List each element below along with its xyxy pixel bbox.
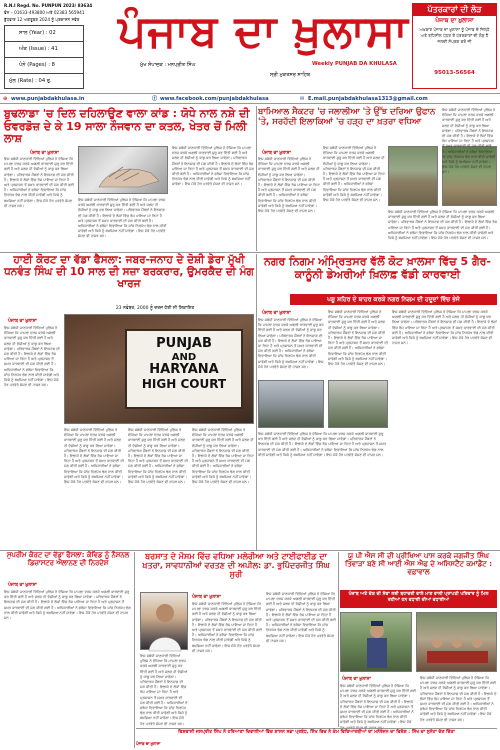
court-sign-board	[125, 329, 243, 409]
story-6-text-c: ਇਸ ਸਬੰਧੀ ਜਾਣਕਾਰੀ ਦਿੰਦਿਆਂ ਪੁਲਿਸ ਨੇ ਦੱਸਿਆ ਕਿ ਮਾਮਲਾ ਦਰਜ ਕਰਕੇ ਅਗਲੀ ਕਾਰਵਾਈ ਸ਼ੁਰੂ ਕਰ ਦਿੱਤੀ ਗਈ ਹੈ ਅਤੇ ਜਲਦ ਹੀ ਦੋਸ਼ੀਆਂ ਨੂੰ ਕਾਬੂ ਕਰ ਲਿਆ ਜਾਵੇਗਾ। ਪਰਿਵਾਰਕ ਮੈਂਬਰਾਂ ਨੇ ਇਨਸਾਫ਼ ਦੀ ਮੰਗ ਕੀਤੀ ਹੈ। ਇਲਾਕੇ ਦੇ ਲੋਕਾਂ ਵਿੱਚ ਰੋਸ ਪਾਇਆ ਜਾ ਰਿਹਾ ਹੈ ਅਤੇ ਪ੍ਰਸ਼ਾਸਨ ਤੋਂ ਸਖ਼ਤ ਕਾਰਵਾਈ ਦੀ ਮੰਗ ਕੀਤੀ ਗਈ ਹੈ। ਅਧਿਕਾਰੀਆਂ ਨੇ ਭਰੋਸਾ ਦਿਵਾਇਆ ਕਿ ਜਾਂਚ ਨਿਰਪੱਖ ਢੰਗ ਨਾਲ ਕੀਤੀ ਜਾਵੇਗੀ ਅਤੇ ਕਿਸੇ ਨੂੰ ਬਖ਼ਸ਼ਿਆ ਨਹੀਂ ਜਾਵੇਗਾ। ਇਸ ਮੌਕੇ ਹੋਰ ਪਤਵੰਤੇ ਸੱਜਣ ਵੀ ਹਾਜ਼ਰ ਸਨ।	[140, 654, 188, 726]
facebook-link[interactable]: www.facebook.com/punjabdakhulasa	[160, 96, 269, 102]
facebook-icon: ⓕ	[152, 96, 158, 102]
story-6-text-b: ਇਸ ਸਬੰਧੀ ਜਾਣਕਾਰੀ ਦਿੰਦਿਆਂ ਪੁਲਿਸ ਨੇ ਦੱਸਿਆ ਕਿ ਮਾਮਲਾ ਦਰਜ ਕਰਕੇ ਅਗਲੀ ਕਾਰਵਾਈ ਸ਼ੁਰੂ ਕਰ ਦਿੱਤੀ ਗਈ ਹੈ ਅਤੇ ਜਲਦ ਹੀ ਦੋਸ਼ੀਆਂ ਨੂੰ ਕਾਬੂ ਕਰ ਲਿਆ ਜਾਵੇਗਾ। ਪਰਿਵਾਰਕ ਮੈਂਬਰਾਂ ਨੇ ਇਨਸਾਫ਼ ਦੀ ਮੰਗ ਕੀਤੀ ਹੈ। ਇਲਾਕੇ ਦੇ ਲੋਕਾਂ ਵਿੱਚ ਰੋਸ ਪਾਇਆ ਜਾ ਰਿਹਾ ਹੈ ਅਤੇ ਪ੍ਰਸ਼ਾਸਨ ਤੋਂ ਸਖ਼ਤ ਕਾਰਵਾਈ ਦੀ ਮੰਗ ਕੀਤੀ ਗਈ ਹੈ। ਅਧਿਕਾਰੀਆਂ ਨੇ ਭਰੋਸਾ ਦਿਵਾਇਆ ਕਿ ਜਾਂਚ ਨਿਰਪੱਖ ਢੰਗ ਨਾਲ ਕੀਤੀ ਜਾਵੇਗੀ ਅਤੇ ਕਿਸੇ ਨੂੰ ਬਖ਼ਸ਼ਿਆ ਨਹੀਂ ਜਾਵੇਗਾ। ਇਸ ਮੌਕੇ ਹੋਰ ਪਤਵੰਤੇ ਸੱਜਣ ਵੀ ਹਾਜ਼ਰ ਸਨ।	[266, 592, 336, 643]
reporters-wanted-title: ਪੱਤਰਕਾਰਾਂ ਦੀ ਲੋੜ	[413, 4, 496, 16]
story-7-text-a: ਇਸ ਸਬੰਧੀ ਜਾਣਕਾਰੀ ਦਿੰਦਿਆਂ ਪੁਲਿਸ ਨੇ ਦੱਸਿਆ ਕਿ ਮਾਮਲਾ ਦਰਜ ਕਰਕੇ ਅਗਲੀ ਕਾਰਵਾਈ ਸ਼ੁਰੂ ਕਰ ਦਿੱਤੀ ਗਈ ਹੈ ਅਤੇ ਜਲਦ ਹੀ ਦੋਸ਼ੀਆਂ ਨੂੰ ਕਾਬੂ ਕਰ ਲਿਆ ਜਾਵੇਗਾ। ਪਰਿਵਾਰਕ ਮੈਂਬਰਾਂ ਨੇ ਇਨਸਾਫ਼ ਦੀ ਮੰਗ ਕੀਤੀ ਹੈ। ਇਲਾਕੇ ਦੇ ਲੋਕਾਂ ਵਿੱਚ ਰੋਸ ਪਾਇਆ ਜਾ ਰਿਹਾ ਹੈ ਅਤੇ ਪ੍ਰਸ਼ਾਸਨ ਤੋਂ ਸਖ਼ਤ ਕਾਰਵਾਈ ਦੀ ਮੰਗ ਕੀਤੀ ਗਈ ਹੈ। ਅਧਿਕਾਰੀਆਂ ਨੇ ਭਰੋਸਾ ਦਿਵਾਇਆ ਕਿ ਜਾਂਚ ਨਿਰਪੱਖ ਢੰਗ ਨਾਲ ਕੀਤੀ ਜਾਵੇਗੀ ਅਤੇ ਕਿਸੇ ਨੂੰ ਬਖ਼ਸ਼ਿਆ ਨਹੀਂ ਜਾਵੇਗਾ। ਇਸ ਮੌਕੇ ਹੋਰ ਪਤਵੰਤੇ ਸੱਜਣ ਵੀ ਹਾਜ਼ਰ ਸਨ।	[340, 684, 416, 730]
story-5-headline: ਸੁਪਰੀਮ ਕੋਰਟ ਦਾ ਵੱਡਾ ਫੈਸਲਾ: ਕੋਵਿਡ ਨੂੰ ਨੈਸ਼ਨਲ ਡਿਜ਼ਾਸਟਰ ਐਲਾਨਣ ਦੀ ਨਿਰਦੇਸ਼	[6, 551, 130, 567]
column-divider	[256, 254, 257, 550]
reporters-wanted-phone: 95013-56564	[434, 70, 475, 76]
web-icon: ⊕	[3, 96, 8, 102]
story-2-text-b: ਇਸ ਸਬੰਧੀ ਜਾਣਕਾਰੀ ਦਿੰਦਿਆਂ ਪੁਲਿਸ ਨੇ ਦੱਸਿਆ ਕਿ ਮਾਮਲਾ ਦਰਜ ਕਰਕੇ ਅਗਲੀ ਕਾਰਵਾਈ ਸ਼ੁਰੂ ਕਰ ਦਿੱਤੀ ਗਈ ਹੈ ਅਤੇ ਜਲਦ ਹੀ ਦੋਸ਼ੀਆਂ ਨੂੰ ਕਾਬੂ ਕਰ ਲਿਆ ਜਾਵੇਗਾ। ਪਰਿਵਾਰਕ ਮੈਂਬਰਾਂ ਨੇ ਇਨਸਾਫ਼ ਦੀ ਮੰਗ ਕੀਤੀ ਹੈ। ਇਲਾਕੇ ਦੇ ਲੋਕਾਂ ਵਿੱਚ ਰੋਸ ਪਾਇਆ ਜਾ ਰਿਹਾ ਹੈ ਅਤੇ ਪ੍ਰਸ਼ਾਸਨ ਤੋਂ ਸਖ਼ਤ ਕਾਰਵਾਈ ਦੀ ਮੰਗ ਕੀਤੀ ਗਈ ਹੈ। ਅਧਿਕਾਰੀਆਂ ਨੇ ਭਰੋਸਾ ਦਿਵਾਇਆ ਕਿ ਜਾਂਚ ਨਿਰਪੱਖ ਢੰਗ ਨਾਲ ਕੀਤੀ ਜਾਵੇਗੀ ਅਤੇ ਕਿਸੇ ਨੂੰ ਬਖ਼ਸ਼ਿਆ ਨਹੀਂ ਜਾਵੇਗਾ। ਇਸ ਮੌਕੇ ਹੋਰ ਪਤਵੰਤੇ ਸੱਜਣ ਵੀ ਹਾਜ਼ਰ ਸਨ।	[323, 146, 385, 203]
reporters-wanted-body: ਅਖ਼ਬਾਰ ਪੰਜਾਬ ਦਾ ਖ਼ੁਲਾਸਾ ਨੂੰ ਪੰਜਾਬ ਦੇ ਜ਼ਿਲ੍ਹੇ ਅਤੇ ਤਹਿਸੀਲ ਪੱਧਰ ਤੇ ਪੱਤਰਕਾਰਾਂ ਦੀ ਲੋੜ ਹੈ ਜਲਦੀ ਸੰਪਰਕ ਕਰੋ ਜੀ	[419, 27, 490, 44]
story-4-text-b: ਇਸ ਸਬੰਧੀ ਜਾਣਕਾਰੀ ਦਿੰਦਿਆਂ ਪੁਲਿਸ ਨੇ ਦੱਸਿਆ ਕਿ ਮਾਮਲਾ ਦਰਜ ਕਰਕੇ ਅਗਲੀ ਕਾਰਵਾਈ ਸ਼ੁਰੂ ਕਰ ਦਿੱਤੀ ਗਈ ਹੈ ਅਤੇ ਜਲਦ ਹੀ ਦੋਸ਼ੀਆਂ ਨੂੰ ਕਾਬੂ ਕਰ ਲਿਆ ਜਾਵੇਗਾ। ਪਰਿਵਾਰਕ ਮੈਂਬਰਾਂ ਨੇ ਇਨਸਾਫ਼ ਦੀ ਮੰਗ ਕੀਤੀ ਹੈ। ਇਲਾਕੇ ਦੇ ਲੋਕਾਂ ਵਿੱਚ ਰੋਸ ਪਾਇਆ ਜਾ ਰਿਹਾ ਹੈ ਅਤੇ ਪ੍ਰਸ਼ਾਸਨ ਤੋਂ ਸਖ਼ਤ ਕਾਰਵਾਈ ਦੀ ਮੰਗ ਕੀਤੀ ਗਈ ਹੈ। ਅਧਿਕਾਰੀਆਂ ਨੇ ਭਰੋਸਾ ਦਿਵਾਇਆ ਕਿ ਜਾਂਚ ਨਿਰਪੱਖ ਢੰਗ ਨਾਲ ਕੀਤੀ ਜਾਵੇਗੀ ਅਤੇ ਕਿਸੇ ਨੂੰ ਬਖ਼ਸ਼ਿਆ ਨਹੀਂ ਜਾਵੇਗਾ। ਇਸ ਮੌਕੇ ਹੋਰ ਪਤਵੰਤੇ ਸੱਜਣ ਵੀ ਹਾਜ਼ਰ ਸਨ।	[328, 310, 388, 367]
masthead	[0, 0, 500, 92]
court-sign-line-1: PUNJAB	[156, 336, 212, 351]
story-7-headline: ਯੂ ਪੀ ਐਸ ਸੀ ਦੀ ਪ੍ਰੀਖਿਆ ਪਾਸ ਕਰਕੇ ਜਗਜੀਤ ਸਿੰਘ ਤਿਵਾੜਾ ਬਣੇ ਸੀ ਆਈ ਐਸ ਐਫ ਦੇ ਅਸਿਸਟੈਂਟ ਕਮਾਂਡੈਂਟ : ਵਫ਼ਾਵਾਲ	[344, 552, 493, 577]
story-5-text-a: ਇਸ ਸਬੰਧੀ ਜਾਣਕਾਰੀ ਦਿੰਦਿਆਂ ਪੁਲਿਸ ਨੇ ਦੱਸਿਆ ਕਿ ਮਾਮਲਾ ਦਰਜ ਕਰਕੇ ਅਗਲੀ ਕਾਰਵਾਈ ਸ਼ੁਰੂ ਕਰ ਦਿੱਤੀ ਗਈ ਹੈ ਅਤੇ ਜਲਦ ਹੀ ਦੋਸ਼ੀਆਂ ਨੂੰ ਕਾਬੂ ਕਰ ਲਿਆ ਜਾਵੇਗਾ। ਪਰਿਵਾਰਕ ਮੈਂਬਰਾਂ ਨੇ ਇਨਸਾਫ਼ ਦੀ ਮੰਗ ਕੀਤੀ ਹੈ। ਇਲਾਕੇ ਦੇ ਲੋਕਾਂ ਵਿੱਚ ਰੋਸ ਪਾਇਆ ਜਾ ਰਿਹਾ ਹੈ ਅਤੇ ਪ੍ਰਸ਼ਾਸਨ ਤੋਂ ਸਖ਼ਤ ਕਾਰਵਾਈ ਦੀ ਮੰਗ ਕੀਤੀ ਗਈ ਹੈ। ਅਧਿਕਾਰੀਆਂ ਨੇ ਭਰੋਸਾ ਦਿਵਾਇਆ ਕਿ ਜਾਂਚ ਨਿਰਪੱਖ ਢੰਗ ਨਾਲ ਕੀਤੀ ਜਾਵੇਗੀ ਅਤੇ ਕਿਸੇ ਨੂੰ ਬਖ਼ਸ਼ਿਆ ਨਹੀਂ ਜਾਵੇਗਾ। ਇਸ ਮੌਕੇ ਹੋਰ ਪਤਵੰਤੇ ਸੱਜਣ ਵੀ ਹਾਜ਼ਰ ਸਨ।	[4, 590, 131, 621]
bottom-strip-byline: ਪੰਜਾਬ ਦਾ ਖ਼ੁਲਾਸਾ	[136, 741, 161, 746]
date-line: ਬੁੱਧਵਾਰ 12 ਅਕਤੂਬਰ 2024 ਨੂੰ ਪ੍ਰਕਾਸ਼ਨ ਸਵੇਰ	[4, 17, 80, 22]
phone-line: ਫੋਨ – 01633-493800 ਅਤੇ 02383 565941	[4, 10, 85, 15]
story-1-photo	[78, 146, 168, 194]
story-2-text-d: ਇਸ ਸਬੰਧੀ ਜਾਣਕਾਰੀ ਦਿੰਦਿਆਂ ਪੁਲਿਸ ਨੇ ਦੱਸਿਆ ਕਿ ਮਾਮਲਾ ਦਰਜ ਕਰਕੇ ਅਗਲੀ ਕਾਰਵਾਈ ਸ਼ੁਰੂ ਕਰ ਦਿੱਤੀ ਗਈ ਹੈ ਅਤੇ ਜਲਦ ਹੀ ਦੋਸ਼ੀਆਂ ਨੂੰ ਕਾਬੂ ਕਰ ਲਿਆ ਜਾਵੇਗਾ। ਪਰਿਵਾਰਕ ਮੈਂਬਰਾਂ ਨੇ ਇਨਸਾਫ਼ ਦੀ ਮੰਗ ਕੀਤੀ ਹੈ। ਇਲਾਕੇ ਦੇ ਲੋਕਾਂ ਵਿੱਚ ਰੋਸ ਪਾਇਆ ਜਾ ਰਿਹਾ ਹੈ ਅਤੇ ਪ੍ਰਸ਼ਾਸਨ ਤੋਂ ਸਖ਼ਤ ਕਾਰਵਾਈ ਦੀ ਮੰਗ ਕੀਤੀ ਗਈ ਹੈ। ਅਧਿਕਾਰੀਆਂ ਨੇ ਭਰੋਸਾ ਦਿਵਾਇਆ ਕਿ ਜਾਂਚ ਨਿਰਪੱਖ ਢੰਗ ਨਾਲ ਕੀਤੀ ਜਾਵੇਗੀ ਅਤੇ ਕਿਸੇ ਨੂੰ ਬਖ਼ਸ਼ਿਆ ਨਹੀਂ ਜਾਵੇਗਾ। ਇਸ ਮੌਕੇ ਹੋਰ ਪਤਵੰਤੇ ਸੱਜਣ ਵੀ ਹਾਜ਼ਰ ਸਨ।	[442, 108, 496, 175]
rate-label: ਮੁੱਲ (Rate) : 04 ਰੁ.	[9, 78, 52, 84]
email-icon: ✉	[300, 96, 305, 102]
hand-photo-graphic	[79, 147, 169, 195]
issue-info-box	[4, 25, 84, 89]
story-2-byline: ਪੰਜਾਬ ਦਾ ਖ਼ੁਲਾਸਾ	[262, 151, 291, 156]
row-divider	[0, 252, 500, 253]
story-2-headline: ਬਾਮਿਆਲ ਸੈਕਟਰ 'ਚ ਜਲਾਲੀਆ 'ਤੇ ਉੱਝ ਦਰਿਆ ਉਫਾਨ 'ਤੇ, ਸਰਹੱਦੀ ਇਲਾਕਿਆਂ 'ਚ ਹੜ੍ਹ ਦਾ ਖ਼ਤਰਾ ਵਧਿਆ	[258, 107, 436, 127]
story-3-byline: ਪੰਜਾਬ ਦਾ ਖ਼ੁਲਾਸਾ	[8, 319, 37, 324]
story-6-byline: ਪੰਜਾਬ ਦਾ ਖ਼ੁਲਾਸਾ	[192, 595, 221, 600]
story-7-byline: ਪੰਜਾਬ ਦਾ ਖ਼ੁਲਾਸਾ	[342, 677, 371, 682]
column-divider	[256, 106, 257, 251]
story-1-headline: ਬੁਢਲਾਡਾ 'ਚ ਦਿਲ ਦਹਿਲਾਉਣ ਵਾਲਾ ਕਾਂਡ : ਯੋਧੇ ਨਾਲ ਨਸ਼ੇ ਦੀ ਓਵਰਡੋਜ਼ ਦੇ ਕੇ 19 ਸਾਲਾ ਨੌਜਵਾਨ ਦਾ ਕਤਲ, ਖੇਤਰ ਚੋਂ ਮਿਲੀ ਲਾਸ਼	[4, 107, 250, 146]
story-4-headline: ਨਗਰ ਨਿਗਮ ਅੰਮ੍ਰਿਤਸਰ ਵੱਲੋਂ ਕੋਟ ਖ਼ਾਲਸਾ ਵਿੱਚ 5 ਗੈਰ-ਕਾਨੂੰਨੀ ਡੇਅਰੀਆਂ ਖ਼ਿਲਾਫ਼ ਵੱਡੀ ਕਾਰਵਾਈ	[263, 255, 491, 281]
dairy-photo-2	[328, 380, 388, 428]
story-4-banner: ਪਸ਼ੂ ਸ਼ਹਿਰ ਦੇ ਬਾਹਰ ਕਰਕੇ ਨਗਰ ਨਿਗਮ ਦੀ ਹਦੂਦਾਂ ਵਿੱਚ ਭੇਜੋ	[290, 294, 497, 305]
court-sign-line-2: AND	[171, 351, 197, 363]
issue-label: ਅੰਕ (Issue) : 41	[5, 42, 83, 58]
story-3-text-b: ਇਸ ਸਬੰਧੀ ਜਾਣਕਾਰੀ ਦਿੰਦਿਆਂ ਪੁਲਿਸ ਨੇ ਦੱਸਿਆ ਕਿ ਮਾਮਲਾ ਦਰਜ ਕਰਕੇ ਅਗਲੀ ਕਾਰਵਾਈ ਸ਼ੁਰੂ ਕਰ ਦਿੱਤੀ ਗਈ ਹੈ ਅਤੇ ਜਲਦ ਹੀ ਦੋਸ਼ੀਆਂ ਨੂੰ ਕਾਬੂ ਕਰ ਲਿਆ ਜਾਵੇਗਾ। ਪਰਿਵਾਰਕ ਮੈਂਬਰਾਂ ਨੇ ਇਨਸਾਫ਼ ਦੀ ਮੰਗ ਕੀਤੀ ਹੈ। ਇਲਾਕੇ ਦੇ ਲੋਕਾਂ ਵਿੱਚ ਰੋਸ ਪਾਇਆ ਜਾ ਰਿਹਾ ਹੈ ਅਤੇ ਪ੍ਰਸ਼ਾਸਨ ਤੋਂ ਸਖ਼ਤ ਕਾਰਵਾਈ ਦੀ ਮੰਗ ਕੀਤੀ ਗਈ ਹੈ। ਅਧਿਕਾਰੀਆਂ ਨੇ ਭਰੋਸਾ ਦਿਵਾਇਆ ਕਿ ਜਾਂਚ ਨਿਰਪੱਖ ਢੰਗ ਨਾਲ ਕੀਤੀ ਜਾਵੇਗੀ ਅਤੇ ਕਿਸੇ ਨੂੰ ਬਖ਼ਸ਼ਿਆ ਨਹੀਂ ਜਾਵੇਗਾ। ਇਸ ਮੌਕੇ ਹੋਰ ਪਤਵੰਤੇ ਸੱਜਣ ਵੀ ਹਾਜ਼ਰ ਸਨ।	[64, 428, 124, 485]
column-divider	[338, 552, 339, 727]
story-4-byline: ਪੰਜਾਬ ਦਾ ਖ਼ੁਲਾਸਾ	[262, 311, 291, 316]
weekly-subtitle: Weekly PUNJAB DA KHULASA	[312, 61, 397, 67]
story-6-headline: ਬਰਸਾਤ ਦੇ ਮੌਸਮ ਵਿੱਚ ਵਧਿਆ ਮਲੇਰੀਆ ਅਤੇ ਟਾਈਫਾਈਡ ਦਾ ਖ਼ਤਰਾ, ਸਾਵਧਾਨੀਆਂ ਵਰਤਣ ਦੀ ਅਪੀਲ: ਡਾ. ਭੁਪਿੰਦਰਜੀਤ ਸਿੰਘ ਸੁਰੀ	[142, 552, 330, 580]
reporters-wanted-box	[412, 3, 497, 89]
story-4-text-c: ਇਸ ਸਬੰਧੀ ਜਾਣਕਾਰੀ ਦਿੰਦਿਆਂ ਪੁਲਿਸ ਨੇ ਦੱਸਿਆ ਕਿ ਮਾਮਲਾ ਦਰਜ ਕਰਕੇ ਅਗਲੀ ਕਾਰਵਾਈ ਸ਼ੁਰੂ ਕਰ ਦਿੱਤੀ ਗਈ ਹੈ ਅਤੇ ਜਲਦ ਹੀ ਦੋਸ਼ੀਆਂ ਨੂੰ ਕਾਬੂ ਕਰ ਲਿਆ ਜਾਵੇਗਾ। ਪਰਿਵਾਰਕ ਮੈਂਬਰਾਂ ਨੇ ਇਨਸਾਫ਼ ਦੀ ਮੰਗ ਕੀਤੀ ਹੈ। ਇਲਾਕੇ ਦੇ ਲੋਕਾਂ ਵਿੱਚ ਰੋਸ ਪਾਇਆ ਜਾ ਰਿਹਾ ਹੈ ਅਤੇ ਪ੍ਰਸ਼ਾਸਨ ਤੋਂ ਸਖ਼ਤ ਕਾਰਵਾਈ ਦੀ ਮੰਗ ਕੀਤੀ ਗਈ ਹੈ। ਅਧਿਕਾਰੀਆਂ ਨੇ ਭਰੋਸਾ ਦਿਵਾਇਆ ਕਿ ਜਾਂਚ ਨਿਰਪੱਖ ਢੰਗ ਨਾਲ ਕੀਤੀ ਜਾਵੇਗੀ ਅਤੇ ਕਿਸੇ ਨੂੰ ਬਖ਼ਸ਼ਿਆ ਨਹੀਂ ਜਾਵੇਗਾ। ਇਸ ਮੌਕੇ ਹੋਰ ਪਤਵੰਤੇ ਸੱਜਣ ਵੀ ਹਾਜ਼ਰ ਸਨ।	[392, 310, 497, 346]
upsc-photo-1	[340, 612, 412, 672]
story-2-flood-photo-1	[388, 146, 438, 206]
story-7-banner: ਪੰਜਾਬ ਅਤੇ ਦੇਸ਼ ਦੀ ਸੇਵਾ ਲਈ ਬਹਾਦਰੀ ਵਾਲੇ ਮਾਣ ਵਾਲੀ ਪ੍ਰਾਪਤੀ ਪਰਿਵਾਰ ਨੂੰ ਮਿਲ ਰਹੀਆਂ ਹਨ ਵਧਾਈ ਦੀਆਂ ਵਧਾਈਆਂ	[340, 590, 497, 608]
chief-editor: ਮੁੱਖ ਸੰਪਾਦਕ : ਮਨਪ੍ਰੀਤ ਸਿੰਘ	[140, 62, 196, 68]
newspaper-title: ਪੰਜਾਬ ਦਾ ਖ਼ੁਲਾਸਾ	[118, 6, 409, 57]
story-2-text-a: ਇਸ ਸਬੰਧੀ ਜਾਣਕਾਰੀ ਦਿੰਦਿਆਂ ਪੁਲਿਸ ਨੇ ਦੱਸਿਆ ਕਿ ਮਾਮਲਾ ਦਰਜ ਕਰਕੇ ਅਗਲੀ ਕਾਰਵਾਈ ਸ਼ੁਰੂ ਕਰ ਦਿੱਤੀ ਗਈ ਹੈ ਅਤੇ ਜਲਦ ਹੀ ਦੋਸ਼ੀਆਂ ਨੂੰ ਕਾਬੂ ਕਰ ਲਿਆ ਜਾਵੇਗਾ। ਪਰਿਵਾਰਕ ਮੈਂਬਰਾਂ ਨੇ ਇਨਸਾਫ਼ ਦੀ ਮੰਗ ਕੀਤੀ ਹੈ। ਇਲਾਕੇ ਦੇ ਲੋਕਾਂ ਵਿੱਚ ਰੋਸ ਪਾਇਆ ਜਾ ਰਿਹਾ ਹੈ ਅਤੇ ਪ੍ਰਸ਼ਾਸਨ ਤੋਂ ਸਖ਼ਤ ਕਾਰਵਾਈ ਦੀ ਮੰਗ ਕੀਤੀ ਗਈ ਹੈ। ਅਧਿਕਾਰੀਆਂ ਨੇ ਭਰੋਸਾ ਦਿਵਾਇਆ ਕਿ ਜਾਂਚ ਨਿਰਪੱਖ ਢੰਗ ਨਾਲ ਕੀਤੀ ਜਾਵੇਗੀ ਅਤੇ ਕਿਸੇ ਨੂੰ ਬਖ਼ਸ਼ਿਆ ਨਹੀਂ ਜਾਵੇਗਾ। ਇਸ ਮੌਕੇ ਹੋਰ ਪਤਵੰਤੇ ਸੱਜਣ ਵੀ ਹਾਜ਼ਰ ਸਨ।	[258, 157, 320, 214]
story-4-text-d: ਇਸ ਸਬੰਧੀ ਜਾਣਕਾਰੀ ਦਿੰਦਿਆਂ ਪੁਲਿਸ ਨੇ ਦੱਸਿਆ ਕਿ ਮਾਮਲਾ ਦਰਜ ਕਰਕੇ ਅਗਲੀ ਕਾਰਵਾਈ ਸ਼ੁਰੂ ਕਰ ਦਿੱਤੀ ਗਈ ਹੈ ਅਤੇ ਜਲਦ ਹੀ ਦੋਸ਼ੀਆਂ ਨੂੰ ਕਾਬੂ ਕਰ ਲਿਆ ਜਾਵੇਗਾ। ਪਰਿਵਾਰਕ ਮੈਂਬਰਾਂ ਨੇ ਇਨਸਾਫ਼ ਦੀ ਮੰਗ ਕੀਤੀ ਹੈ। ਇਲਾਕੇ ਦੇ ਲੋਕਾਂ ਵਿੱਚ ਰੋਸ ਪਾਇਆ ਜਾ ਰਿਹਾ ਹੈ ਅਤੇ ਪ੍ਰਸ਼ਾਸਨ ਤੋਂ ਸਖ਼ਤ ਕਾਰਵਾਈ ਦੀ ਮੰਗ ਕੀਤੀ ਗਈ ਹੈ। ਅਧਿਕਾਰੀਆਂ ਨੇ ਭਰੋਸਾ ਦਿਵਾਇਆ ਕਿ ਜਾਂਚ ਨਿਰਪੱਖ ਢੰਗ ਨਾਲ ਕੀਤੀ ਜਾਵੇਗੀ ਅਤੇ ਕਿਸੇ ਨੂੰ ਬਖ਼ਸ਼ਿਆ ਨਹੀਂ ਜਾਵੇਗਾ। ਇਸ ਮੌਕੇ ਹੋਰ ਪਤਵੰਤੇ ਸੱਜਣ ਵੀ ਹਾਜ਼ਰ ਸਨ।	[258, 432, 387, 457]
link-bar	[0, 93, 500, 104]
column-divider	[134, 552, 135, 748]
story-4-text-a: ਇਸ ਸਬੰਧੀ ਜਾਣਕਾਰੀ ਦਿੰਦਿਆਂ ਪੁਲਿਸ ਨੇ ਦੱਸਿਆ ਕਿ ਮਾਮਲਾ ਦਰਜ ਕਰਕੇ ਅਗਲੀ ਕਾਰਵਾਈ ਸ਼ੁਰੂ ਕਰ ਦਿੱਤੀ ਗਈ ਹੈ ਅਤੇ ਜਲਦ ਹੀ ਦੋਸ਼ੀਆਂ ਨੂੰ ਕਾਬੂ ਕਰ ਲਿਆ ਜਾਵੇਗਾ। ਪਰਿਵਾਰਕ ਮੈਂਬਰਾਂ ਨੇ ਇਨਸਾਫ਼ ਦੀ ਮੰਗ ਕੀਤੀ ਹੈ। ਇਲਾਕੇ ਦੇ ਲੋਕਾਂ ਵਿੱਚ ਰੋਸ ਪਾਇਆ ਜਾ ਰਿਹਾ ਹੈ ਅਤੇ ਪ੍ਰਸ਼ਾਸਨ ਤੋਂ ਸਖ਼ਤ ਕਾਰਵਾਈ ਦੀ ਮੰਗ ਕੀਤੀ ਗਈ ਹੈ। ਅਧਿਕਾਰੀਆਂ ਨੇ ਭਰੋਸਾ ਦਿਵਾਇਆ ਕਿ ਜਾਂਚ ਨਿਰਪੱਖ ਢੰਗ ਨਾਲ ਕੀਤੀ ਜਾਵੇਗੀ ਅਤੇ ਕਿਸੇ ਨੂੰ ਬਖ਼ਸ਼ਿਆ ਨਹੀਂ ਜਾਵੇਗਾ। ਇਸ ਮੌਕੇ ਹੋਰ ਪਤਵੰਤੇ ਸੱਜਣ ਵੀ ਹਾਜ਼ਰ ਸਨ।	[258, 318, 324, 369]
story-3-headline: ਹਾਈ ਕੋਰਟ ਦਾ ਵੱਡਾ ਫੈਸਲਾ: ਜਬਰ-ਜਨਾਹ ਦੇ ਦੋਸ਼ੀ ਡੇਰਾ ਮੁੱਖੀ ਧਨਵੰਤ ਸਿੰਘ ਦੀ 10 ਸਾਲ ਦੀ ਸਜ਼ਾ ਬਰਕਰਾਰ, ਉਮਰਕੈਦ ਦੀ ਮੰਗ ਖਾਰਜ	[4, 254, 254, 291]
editor-line: ਸ੍ਰੀ ਮੁਕਤਸਰ ਸਾਹਿਬ	[269, 72, 310, 78]
story-3-dateline: 23 ਨਵੰਬਰ, 2000 ਨੂੰ ਦਰਜ ਹੋਈ ਸੀ ਸ਼ਿਕਾਇਤ	[115, 306, 195, 311]
story-1-text-a: ਇਸ ਸਬੰਧੀ ਜਾਣਕਾਰੀ ਦਿੰਦਿਆਂ ਪੁਲਿਸ ਨੇ ਦੱਸਿਆ ਕਿ ਮਾਮਲਾ ਦਰਜ ਕਰਕੇ ਅਗਲੀ ਕਾਰਵਾਈ ਸ਼ੁਰੂ ਕਰ ਦਿੱਤੀ ਗਈ ਹੈ ਅਤੇ ਜਲਦ ਹੀ ਦੋਸ਼ੀਆਂ ਨੂੰ ਕਾਬੂ ਕਰ ਲਿਆ ਜਾਵੇਗਾ। ਪਰਿਵਾਰਕ ਮੈਂਬਰਾਂ ਨੇ ਇਨਸਾਫ਼ ਦੀ ਮੰਗ ਕੀਤੀ ਹੈ। ਇਲਾਕੇ ਦੇ ਲੋਕਾਂ ਵਿੱਚ ਰੋਸ ਪਾਇਆ ਜਾ ਰਿਹਾ ਹੈ ਅਤੇ ਪ੍ਰਸ਼ਾਸਨ ਤੋਂ ਸਖ਼ਤ ਕਾਰਵਾਈ ਦੀ ਮੰਗ ਕੀਤੀ ਗਈ ਹੈ। ਅਧਿਕਾਰੀਆਂ ਨੇ ਭਰੋਸਾ ਦਿਵਾਇਆ ਕਿ ਜਾਂਚ ਨਿਰਪੱਖ ਢੰਗ ਨਾਲ ਕੀਤੀ ਜਾਵੇਗੀ ਅਤੇ ਕਿਸੇ ਨੂੰ ਬਖ਼ਸ਼ਿਆ ਨਹੀਂ ਜਾਵੇਗਾ। ਇਸ ਮੌਕੇ ਹੋਰ ਪਤਵੰਤੇ ਸੱਜਣ ਵੀ ਹਾਜ਼ਰ ਸਨ।	[4, 157, 74, 208]
officer-graphic	[341, 613, 413, 673]
story-5-byline: ਪੰਜਾਬ ਦਾ ਖ਼ੁਲਾਸਾ	[8, 583, 37, 588]
story-6-text-a: ਇਸ ਸਬੰਧੀ ਜਾਣਕਾਰੀ ਦਿੰਦਿਆਂ ਪੁਲਿਸ ਨੇ ਦੱਸਿਆ ਕਿ ਮਾਮਲਾ ਦਰਜ ਕਰਕੇ ਅਗਲੀ ਕਾਰਵਾਈ ਸ਼ੁਰੂ ਕਰ ਦਿੱਤੀ ਗਈ ਹੈ ਅਤੇ ਜਲਦ ਹੀ ਦੋਸ਼ੀਆਂ ਨੂੰ ਕਾਬੂ ਕਰ ਲਿਆ ਜਾਵੇਗਾ। ਪਰਿਵਾਰਕ ਮੈਂਬਰਾਂ ਨੇ ਇਨਸਾਫ਼ ਦੀ ਮੰਗ ਕੀਤੀ ਹੈ। ਇਲਾਕੇ ਦੇ ਲੋਕਾਂ ਵਿੱਚ ਰੋਸ ਪਾਇਆ ਜਾ ਰਿਹਾ ਹੈ ਅਤੇ ਪ੍ਰਸ਼ਾਸਨ ਤੋਂ ਸਖ਼ਤ ਕਾਰਵਾਈ ਦੀ ਮੰਗ ਕੀਤੀ ਗਈ ਹੈ। ਅਧਿਕਾਰੀਆਂ ਨੇ ਭਰੋਸਾ ਦਿਵਾਇਆ ਕਿ ਜਾਂਚ ਨਿਰਪੱਖ ਢੰਗ ਨਾਲ ਕੀਤੀ ਜਾਵੇਗੀ ਅਤੇ ਕਿਸੇ ਨੂੰ ਬਖ਼ਸ਼ਿਆ ਨਹੀਂ ਜਾਵੇਗਾ। ਇਸ ਮੌਕੇ ਹੋਰ ਪਤਵੰਤੇ ਸੱਜਣ ਵੀ ਹਾਜ਼ਰ ਸਨ।	[192, 602, 262, 653]
upsc-photo-2	[416, 612, 497, 672]
story-7-text-b: ਇਸ ਸਬੰਧੀ ਜਾਣਕਾਰੀ ਦਿੰਦਿਆਂ ਪੁਲਿਸ ਨੇ ਦੱਸਿਆ ਕਿ ਮਾਮਲਾ ਦਰਜ ਕਰਕੇ ਅਗਲੀ ਕਾਰਵਾਈ ਸ਼ੁਰੂ ਕਰ ਦਿੱਤੀ ਗਈ ਹੈ ਅਤੇ ਜਲਦ ਹੀ ਦੋਸ਼ੀਆਂ ਨੂੰ ਕਾਬੂ ਕਰ ਲਿਆ ਜਾਵੇਗਾ। ਪਰਿਵਾਰਕ ਮੈਂਬਰਾਂ ਨੇ ਇਨਸਾਫ਼ ਦੀ ਮੰਗ ਕੀਤੀ ਹੈ। ਇਲਾਕੇ ਦੇ ਲੋਕਾਂ ਵਿੱਚ ਰੋਸ ਪਾਇਆ ਜਾ ਰਿਹਾ ਹੈ ਅਤੇ ਪ੍ਰਸ਼ਾਸਨ ਤੋਂ ਸਖ਼ਤ ਕਾਰਵਾਈ ਦੀ ਮੰਗ ਕੀਤੀ ਗਈ ਹੈ। ਅਧਿਕਾਰੀਆਂ ਨੇ ਭਰੋਸਾ ਦਿਵਾਇਆ ਕਿ ਜਾਂਚ ਨਿਰਪੱਖ ਢੰਗ ਨਾਲ ਕੀਤੀ ਜਾਵੇਗੀ ਅਤੇ ਕਿਸੇ ਨੂੰ ਬਖ਼ਸ਼ਿਆ ਨਹੀਂ ਜਾਵੇਗਾ। ਇਸ ਮੌਕੇ ਹੋਰ ਪਤਵੰਤੇ ਸੱਜਣ ਵੀ ਹਾਜ਼ਰ ਸਨ।	[420, 676, 497, 722]
high-court-photo	[64, 314, 254, 424]
doctor-photo	[140, 592, 188, 650]
doctor-portrait-graphic	[141, 593, 189, 651]
year-label: ਸਾਲ (Year) : 02	[5, 26, 83, 42]
pages-label: ਪੰਨੇ (Pages) : 8	[5, 58, 83, 74]
reporters-wanted-sub: ਪੰਜਾਬ ਦਾ ਖ਼ੁਲਾਸਾ	[435, 17, 474, 24]
row-divider	[0, 550, 500, 551]
court-sign-line-3: HARYANA	[149, 362, 219, 378]
court-sign-line-4: HIGH COURT	[141, 377, 227, 392]
bottom-strip-headline: ਵਿਸ਼ਵਾਸੀ ਜਸਪ੍ਰੀਤ ਸਿੰਘ ਨੇ ਹਰਿਆਣਾ ਦਿਵਾਲੀਆਂ ਵਿੱਚ ਸ਼ਾਸਨ ਸਭਾ ਪ੍ਰਬੰਧ, ਸਿੱਖ ਵਿਚ ਨੇ ਕੰਮ ਵਿਦਿਆਰਥੀਆਂ ਦਾ ਮਨੋਰੰਜਨ ਦਾ ਵਿਸ਼ੇਸ਼ : ਸਿੱਖ ਦਾ ਸੁਨੇਹਾ ਦੇਣ ਦਿੱਤਾ	[178, 730, 455, 735]
story-1-text-b: ਇਸ ਸਬੰਧੀ ਜਾਣਕਾਰੀ ਦਿੰਦਿਆਂ ਪੁਲਿਸ ਨੇ ਦੱਸਿਆ ਕਿ ਮਾਮਲਾ ਦਰਜ ਕਰਕੇ ਅਗਲੀ ਕਾਰਵਾਈ ਸ਼ੁਰੂ ਕਰ ਦਿੱਤੀ ਗਈ ਹੈ ਅਤੇ ਜਲਦ ਹੀ ਦੋਸ਼ੀਆਂ ਨੂੰ ਕਾਬੂ ਕਰ ਲਿਆ ਜਾਵੇਗਾ। ਪਰਿਵਾਰਕ ਮੈਂਬਰਾਂ ਨੇ ਇਨਸਾਫ਼ ਦੀ ਮੰਗ ਕੀਤੀ ਹੈ। ਇਲਾਕੇ ਦੇ ਲੋਕਾਂ ਵਿੱਚ ਰੋਸ ਪਾਇਆ ਜਾ ਰਿਹਾ ਹੈ ਅਤੇ ਪ੍ਰਸ਼ਾਸਨ ਤੋਂ ਸਖ਼ਤ ਕਾਰਵਾਈ ਦੀ ਮੰਗ ਕੀਤੀ ਗਈ ਹੈ। ਅਧਿਕਾਰੀਆਂ ਨੇ ਭਰੋਸਾ ਦਿਵਾਇਆ ਕਿ ਜਾਂਚ ਨਿਰਪੱਖ ਢੰਗ ਨਾਲ ਕੀਤੀ ਜਾਵੇਗੀ ਅਤੇ ਕਿਸੇ ਨੂੰ ਬਖ਼ਸ਼ਿਆ ਨਹੀਂ ਜਾਵੇਗਾ। ਇਸ ਮੌਕੇ ਹੋਰ ਪਤਵੰਤੇ ਸੱਜਣ ਵੀ ਹਾਜ਼ਰ ਸਨ।	[78, 198, 167, 239]
story-3-text-a: ਇਸ ਸਬੰਧੀ ਜਾਣਕਾਰੀ ਦਿੰਦਿਆਂ ਪੁਲਿਸ ਨੇ ਦੱਸਿਆ ਕਿ ਮਾਮਲਾ ਦਰਜ ਕਰਕੇ ਅਗਲੀ ਕਾਰਵਾਈ ਸ਼ੁਰੂ ਕਰ ਦਿੱਤੀ ਗਈ ਹੈ ਅਤੇ ਜਲਦ ਹੀ ਦੋਸ਼ੀਆਂ ਨੂੰ ਕਾਬੂ ਕਰ ਲਿਆ ਜਾਵੇਗਾ। ਪਰਿਵਾਰਕ ਮੈਂਬਰਾਂ ਨੇ ਇਨਸਾਫ਼ ਦੀ ਮੰਗ ਕੀਤੀ ਹੈ। ਇਲਾਕੇ ਦੇ ਲੋਕਾਂ ਵਿੱਚ ਰੋਸ ਪਾਇਆ ਜਾ ਰਿਹਾ ਹੈ ਅਤੇ ਪ੍ਰਸ਼ਾਸਨ ਤੋਂ ਸਖ਼ਤ ਕਾਰਵਾਈ ਦੀ ਮੰਗ ਕੀਤੀ ਗਈ ਹੈ। ਅਧਿਕਾਰੀਆਂ ਨੇ ਭਰੋਸਾ ਦਿਵਾਇਆ ਕਿ ਜਾਂਚ ਨਿਰਪੱਖ ਢੰਗ ਨਾਲ ਕੀਤੀ ਜਾਵੇਗੀ ਅਤੇ ਕਿਸੇ ਨੂੰ ਬਖ਼ਸ਼ਿਆ ਨਹੀਂ ਜਾਵੇਗਾ। ਇਸ ਮੌਕੇ ਹੋਰ ਪਤਵੰਤੇ ਸੱਜਣ ਵੀ ਹਾਜ਼ਰ ਸਨ।	[4, 326, 60, 388]
email-link[interactable]: E.mail.punjabdakhulasa1313@gmail.com	[308, 96, 428, 102]
story-1-byline: ਪੰਜਾਬ ਦਾ ਖ਼ੁਲਾਸਾ	[30, 151, 59, 156]
story-3-text-c: ਇਸ ਸਬੰਧੀ ਜਾਣਕਾਰੀ ਦਿੰਦਿਆਂ ਪੁਲਿਸ ਨੇ ਦੱਸਿਆ ਕਿ ਮਾਮਲਾ ਦਰਜ ਕਰਕੇ ਅਗਲੀ ਕਾਰਵਾਈ ਸ਼ੁਰੂ ਕਰ ਦਿੱਤੀ ਗਈ ਹੈ ਅਤੇ ਜਲਦ ਹੀ ਦੋਸ਼ੀਆਂ ਨੂੰ ਕਾਬੂ ਕਰ ਲਿਆ ਜਾਵੇਗਾ। ਪਰਿਵਾਰਕ ਮੈਂਬਰਾਂ ਨੇ ਇਨਸਾਫ਼ ਦੀ ਮੰਗ ਕੀਤੀ ਹੈ। ਇਲਾਕੇ ਦੇ ਲੋਕਾਂ ਵਿੱਚ ਰੋਸ ਪਾਇਆ ਜਾ ਰਿਹਾ ਹੈ ਅਤੇ ਪ੍ਰਸ਼ਾਸਨ ਤੋਂ ਸਖ਼ਤ ਕਾਰਵਾਈ ਦੀ ਮੰਗ ਕੀਤੀ ਗਈ ਹੈ। ਅਧਿਕਾਰੀਆਂ ਨੇ ਭਰੋਸਾ ਦਿਵਾਇਆ ਕਿ ਜਾਂਚ ਨਿਰਪੱਖ ਢੰਗ ਨਾਲ ਕੀਤੀ ਜਾਵੇਗੀ ਅਤੇ ਕਿਸੇ ਨੂੰ ਬਖ਼ਸ਼ਿਆ ਨਹੀਂ ਜਾਵੇਗਾ। ਇਸ ਮੌਕੇ ਹੋਰ ਪਤਵੰਤੇ ਸੱਜਣ ਵੀ ਹਾਜ਼ਰ ਸਨ।	[128, 428, 188, 485]
bottom-strip	[136, 728, 497, 748]
story-1-text-c: ਇਸ ਸਬੰਧੀ ਜਾਣਕਾਰੀ ਦਿੰਦਿਆਂ ਪੁਲਿਸ ਨੇ ਦੱਸਿਆ ਕਿ ਮਾਮਲਾ ਦਰਜ ਕਰਕੇ ਅਗਲੀ ਕਾਰਵਾਈ ਸ਼ੁਰੂ ਕਰ ਦਿੱਤੀ ਗਈ ਹੈ ਅਤੇ ਜਲਦ ਹੀ ਦੋਸ਼ੀਆਂ ਨੂੰ ਕਾਬੂ ਕਰ ਲਿਆ ਜਾਵੇਗਾ। ਪਰਿਵਾਰਕ ਮੈਂਬਰਾਂ ਨੇ ਇਨਸਾਫ਼ ਦੀ ਮੰਗ ਕੀਤੀ ਹੈ। ਇਲਾਕੇ ਦੇ ਲੋਕਾਂ ਵਿੱਚ ਰੋਸ ਪਾਇਆ ਜਾ ਰਿਹਾ ਹੈ ਅਤੇ ਪ੍ਰਸ਼ਾਸਨ ਤੋਂ ਸਖ਼ਤ ਕਾਰਵਾਈ ਦੀ ਮੰਗ ਕੀਤੀ ਗਈ ਹੈ। ਅਧਿਕਾਰੀਆਂ ਨੇ ਭਰੋਸਾ ਦਿਵਾਇਆ ਕਿ ਜਾਂਚ ਨਿਰਪੱਖ ਢੰਗ ਨਾਲ ਕੀਤੀ ਜਾਵੇਗੀ ਅਤੇ ਕਿਸੇ ਨੂੰ ਬਖ਼ਸ਼ਿਆ ਨਹੀਂ ਜਾਵੇਗਾ। ਇਸ ਮੌਕੇ ਹੋਰ ਪਤਵੰਤੇ ਸੱਜਣ ਵੀ ਹਾਜ਼ਰ ਸਨ।	[172, 146, 254, 187]
story-2-text-c: ਇਸ ਸਬੰਧੀ ਜਾਣਕਾਰੀ ਦਿੰਦਿਆਂ ਪੁਲਿਸ ਨੇ ਦੱਸਿਆ ਕਿ ਮਾਮਲਾ ਦਰਜ ਕਰਕੇ ਅਗਲੀ ਕਾਰਵਾਈ ਸ਼ੁਰੂ ਕਰ ਦਿੱਤੀ ਗਈ ਹੈ ਅਤੇ ਜਲਦ ਹੀ ਦੋਸ਼ੀਆਂ ਨੂੰ ਕਾਬੂ ਕਰ ਲਿਆ ਜਾਵੇਗਾ। ਪਰਿਵਾਰਕ ਮੈਂਬਰਾਂ ਨੇ ਇਨਸਾਫ਼ ਦੀ ਮੰਗ ਕੀਤੀ ਹੈ। ਇਲਾਕੇ ਦੇ ਲੋਕਾਂ ਵਿੱਚ ਰੋਸ ਪਾਇਆ ਜਾ ਰਿਹਾ ਹੈ ਅਤੇ ਪ੍ਰਸ਼ਾਸਨ ਤੋਂ ਸਖ਼ਤ ਕਾਰਵਾਈ ਦੀ ਮੰਗ ਕੀਤੀ ਗਈ ਹੈ। ਅਧਿਕਾਰੀਆਂ ਨੇ ਭਰੋਸਾ ਦਿਵਾਇਆ ਕਿ ਜਾਂਚ ਨਿਰਪੱਖ ਢੰਗ ਨਾਲ ਕੀਤੀ ਜਾਵੇਗੀ ਅਤੇ ਕਿਸੇ ਨੂੰ ਬਖ਼ਸ਼ਿਆ ਨਹੀਂ ਜਾਵੇਗਾ। ਇਸ ਮੌਕੇ ਹੋਰ ਪਤਵੰਤੇ ਸੱਜਣ ਵੀ ਹਾਜ਼ਰ ਸਨ।	[388, 210, 497, 241]
dairy-photo-1	[258, 380, 324, 428]
story-3-text-d: ਇਸ ਸਬੰਧੀ ਜਾਣਕਾਰੀ ਦਿੰਦਿਆਂ ਪੁਲਿਸ ਨੇ ਦੱਸਿਆ ਕਿ ਮਾਮਲਾ ਦਰਜ ਕਰਕੇ ਅਗਲੀ ਕਾਰਵਾਈ ਸ਼ੁਰੂ ਕਰ ਦਿੱਤੀ ਗਈ ਹੈ ਅਤੇ ਜਲਦ ਹੀ ਦੋਸ਼ੀਆਂ ਨੂੰ ਕਾਬੂ ਕਰ ਲਿਆ ਜਾਵੇਗਾ। ਪਰਿਵਾਰਕ ਮੈਂਬਰਾਂ ਨੇ ਇਨਸਾਫ਼ ਦੀ ਮੰਗ ਕੀਤੀ ਹੈ। ਇਲਾਕੇ ਦੇ ਲੋਕਾਂ ਵਿੱਚ ਰੋਸ ਪਾਇਆ ਜਾ ਰਿਹਾ ਹੈ ਅਤੇ ਪ੍ਰਸ਼ਾਸਨ ਤੋਂ ਸਖ਼ਤ ਕਾਰਵਾਈ ਦੀ ਮੰਗ ਕੀਤੀ ਗਈ ਹੈ। ਅਧਿਕਾਰੀਆਂ ਨੇ ਭਰੋਸਾ ਦਿਵਾਇਆ ਕਿ ਜਾਂਚ ਨਿਰਪੱਖ ਢੰਗ ਨਾਲ ਕੀਤੀ ਜਾਵੇਗੀ ਅਤੇ ਕਿਸੇ ਨੂੰ ਬਖ਼ਸ਼ਿਆ ਨਹੀਂ ਜਾਵੇਗਾ। ਇਸ ਮੌਕੇ ਹੋਰ ਪਤਵੰਤੇ ਸੱਜਣ ਵੀ ਹਾਜ਼ਰ ਸਨ।	[192, 428, 254, 485]
website-link[interactable]: www.punjabdakhulasa.in	[11, 96, 85, 102]
reg-number: R.N.I Regd. No. PUNPUN 2023/ 83634	[4, 3, 93, 8]
group-graphic	[417, 613, 498, 673]
